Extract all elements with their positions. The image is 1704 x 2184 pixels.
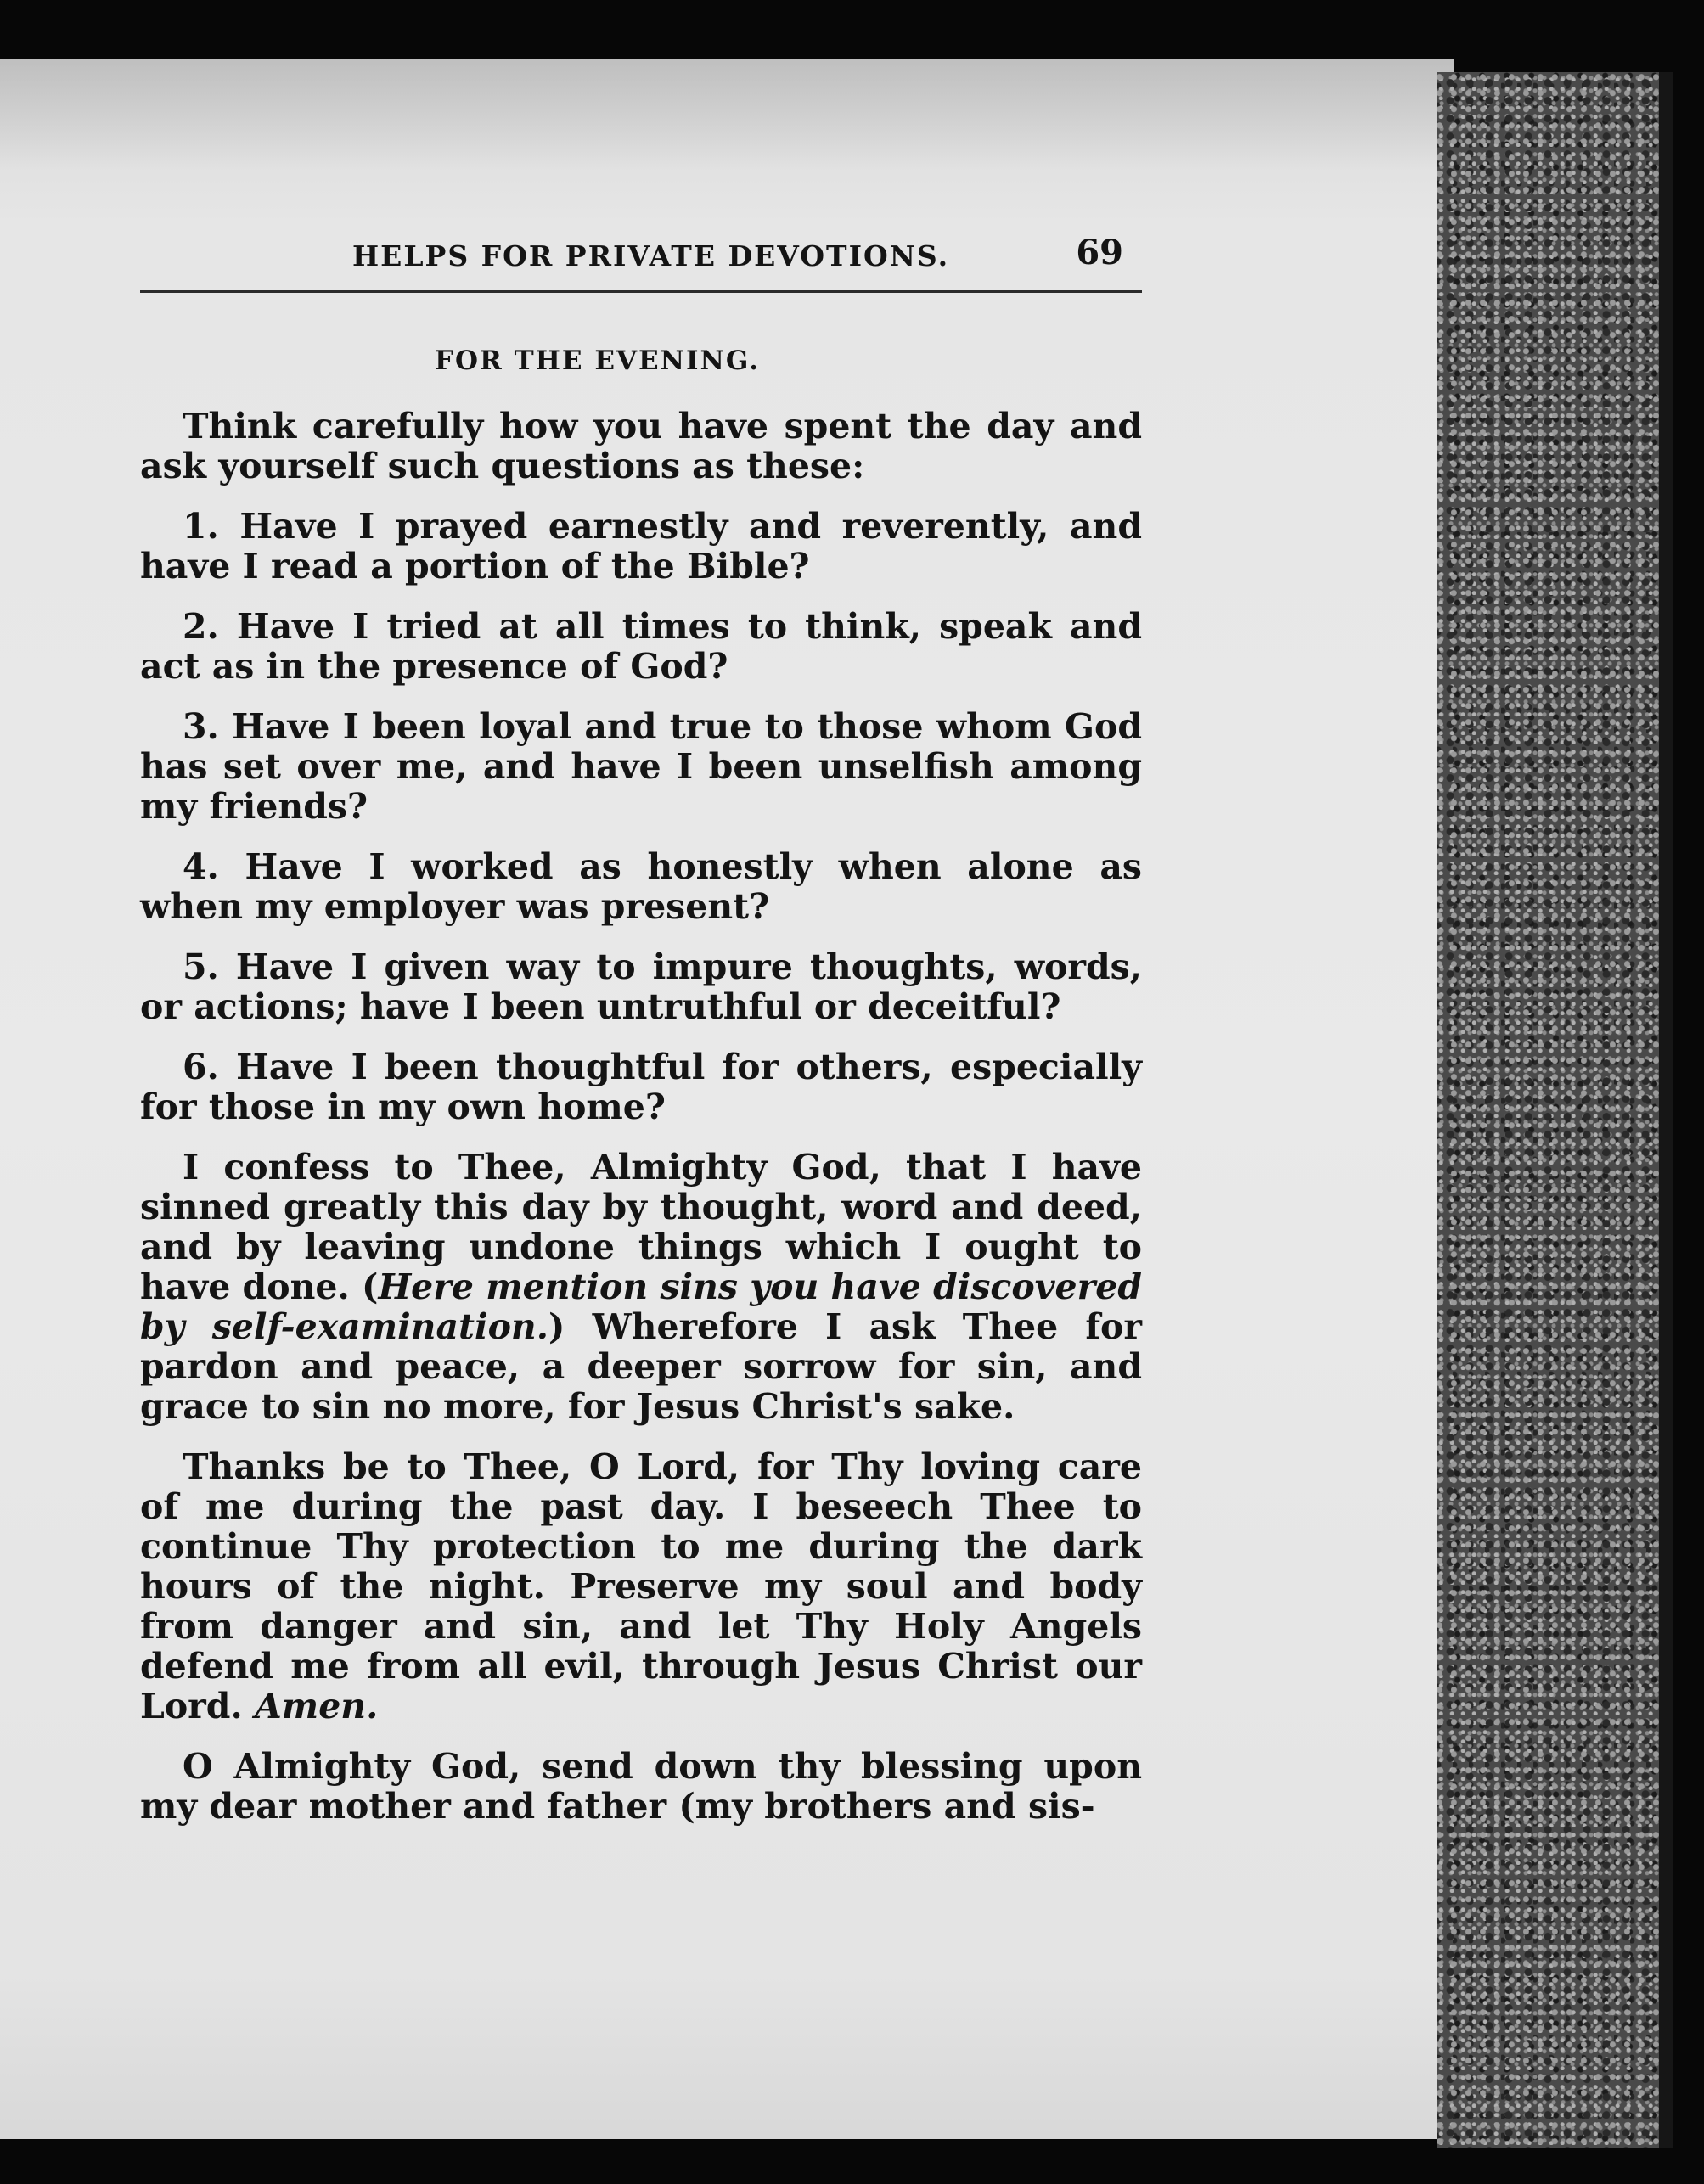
running-header: [140, 229, 1142, 293]
page-content: [140, 229, 1142, 1827]
page-number: 69: [1076, 233, 1123, 272]
thanksgiving-text: Thanks be to Thee, O Lord, for Thy loving care of me during the past day. I beseech Thee to continue Thy protection to me during the dark hours of the night. Preserve my soul and body from danger and sin, and let Thy Holy Angels defend me from all evil, through Jesus Christ our Lord.: [140, 1446, 1142, 1726]
question-2: 2. Have I tried at all times to think, speak and act as in the presence of God?: [140, 606, 1142, 687]
question-1: 1. Have I prayed earnestly and reverently, and have I read a portion of the Bible?: [140, 506, 1142, 587]
question-3: 3. Have I been loyal and true to those whom God has set over me, and have I been unselfish among my friends?: [140, 706, 1142, 827]
amen: Amen.: [255, 1686, 379, 1726]
section-heading: FOR THE EVENING.: [435, 345, 760, 376]
confession-instruction: Here mention sins you have discovered by self-examination.: [140, 1266, 1142, 1347]
question-4: 4. Have I worked as honestly when alone as when my employer was present?: [140, 846, 1142, 927]
question-5: 5. Have I given way to impure thoughts, words, or actions; have I been untruthful or deceitful?: [140, 946, 1142, 1027]
confession-text-end: ) Wherefore I ask Thee for pardon and peace, a deeper sorrow for sin, and grace to sin no more, for Jesus Christ's sake.: [140, 1306, 1142, 1427]
blessing-prayer: O Almighty God, send down thy blessing upon my dear mother and father (my brothers and sis-: [140, 1746, 1142, 1827]
confession-text-start: I confess to Thee, Almighty God, that I have sinned greatly this day by thought, word and deed, and by leaving undone things which I ought to have done. (: [140, 1147, 1142, 1307]
book-cover-binding: [1437, 72, 1659, 2148]
intro-paragraph: Think carefully how you have spent the day and ask yourself such questions as these:: [140, 406, 1142, 486]
thanksgiving-prayer: [140, 1447, 1142, 1726]
book-cover-edge: [1659, 72, 1673, 2148]
question-6: 6. Have I been thoughtful for others, especially for those in my own home?: [140, 1047, 1142, 1127]
confession-prayer: [140, 1148, 1142, 1427]
running-title: HELPS FOR PRIVATE DEVOTIONS.: [352, 239, 950, 272]
page-shadow: [0, 59, 1454, 170]
